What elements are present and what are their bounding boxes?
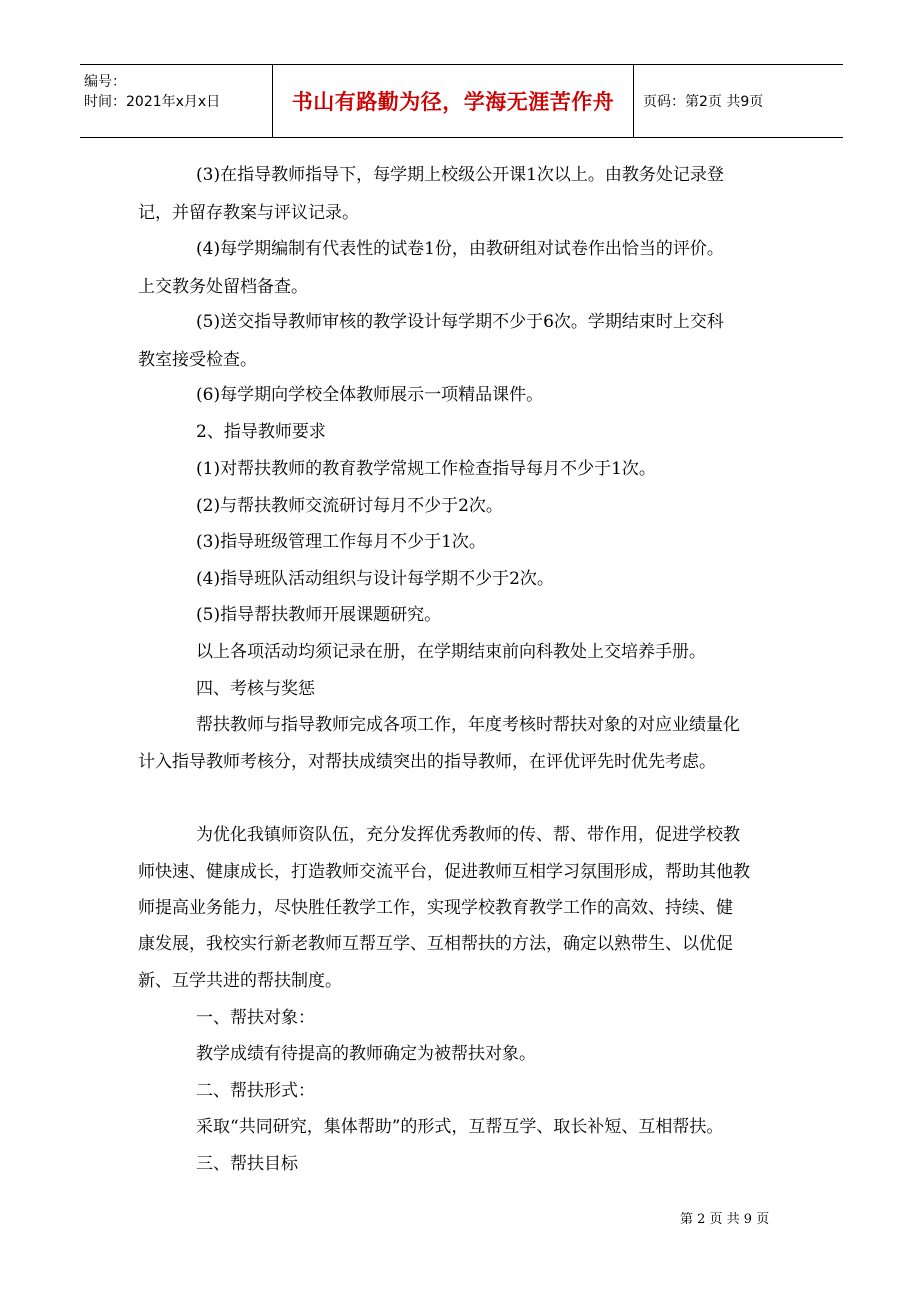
body-line: (2)与帮扶教师交流研讨每月不少于2次。 <box>196 496 503 516</box>
body-line: 教室接受检查。 <box>138 350 257 370</box>
body-line: (5)送交指导教师审核的教学设计每学期不少于6次。学期结束时上交科 <box>196 312 724 332</box>
number-label: 编号： <box>84 74 126 90</box>
section-heading: 二、帮扶形式： <box>196 1081 315 1101</box>
body-line: 计入指导教师考核分，对帮扶成绩突出的指导教师，在评优评先时优先考虑。 <box>138 752 716 772</box>
body-line: 记，并留存教案与评议记录。 <box>138 203 359 223</box>
section-heading: 三、帮扶目标 <box>196 1154 298 1174</box>
body-line: 康发展，我校实行新老教师互帮互学、互相帮扶的方法，确定以熟带生、以优促 <box>138 934 733 954</box>
header-motto-cell <box>272 65 634 137</box>
body-line: 师快速、健康成长，打造教师交流平台，促进教师互相学习氛围形成，帮助其他教 <box>138 862 750 882</box>
header-page-cell <box>633 65 843 137</box>
body-line: 新、互学共进的帮扶制度。 <box>138 971 342 991</box>
body-line: 帮扶教师与指导教师完成各项工作，年度考核时帮扶对象的对应业绩量化 <box>196 715 740 735</box>
body-line: (4)每学期编制有代表性的试卷1份，由教研组对试卷作出恰当的评价。 <box>196 239 724 259</box>
body-line: (3)指导班级管理工作每月不少于1次。 <box>196 532 486 552</box>
body-line: (4)指导班队活动组织与设计每学期不少于2次。 <box>196 569 554 589</box>
body-line: 为优化我镇师资队伍，充分发挥优秀教师的传、帮、带作用，促进学校教 <box>196 825 740 845</box>
section-heading: 四、考核与奖惩 <box>196 679 315 699</box>
body-line: (3)在指导教师指导下，每学期上校级公开课1次以上。由教务处记录登 <box>196 165 724 185</box>
body-line: (1)对帮扶教师的教育教学常规工作检查指导每月不少于1次。 <box>196 459 656 479</box>
body-line: 上交教务处留档备查。 <box>138 277 308 297</box>
section-heading: 一、帮扶对象： <box>196 1008 315 1028</box>
body-line: (5)指导帮扶教师开展课题研究。 <box>196 605 442 625</box>
body-line: (6)每学期向学校全体教师展示一项精品课件。 <box>196 385 544 405</box>
motto-text: 书山有路勤为径，学海无涯苦作舟 <box>291 89 615 114</box>
body-line: 采取“共同研究，集体帮助”的形式，互帮互学、取长补短、互相帮扶。 <box>196 1117 724 1137</box>
section-heading: 2、指导教师要求 <box>196 422 326 442</box>
page-label: 页码：第2页 共9页 <box>643 94 764 110</box>
time-label: 时间：2021年x月x日 <box>84 94 221 110</box>
page-header <box>80 64 843 138</box>
body-line: 教学成绩有待提高的教师确定为被帮扶对象。 <box>196 1044 536 1064</box>
body-line: 师提高业务能力，尽快胜任教学工作，实现学校教育教学工作的高效、持续、健 <box>138 898 733 918</box>
header-info-cell <box>80 65 272 137</box>
body-line: 以上各项活动均须记录在册，在学期结束前向科教处上交培养手册。 <box>196 642 706 662</box>
page-footer: 第 2 页 共 9 页 <box>680 1212 770 1227</box>
